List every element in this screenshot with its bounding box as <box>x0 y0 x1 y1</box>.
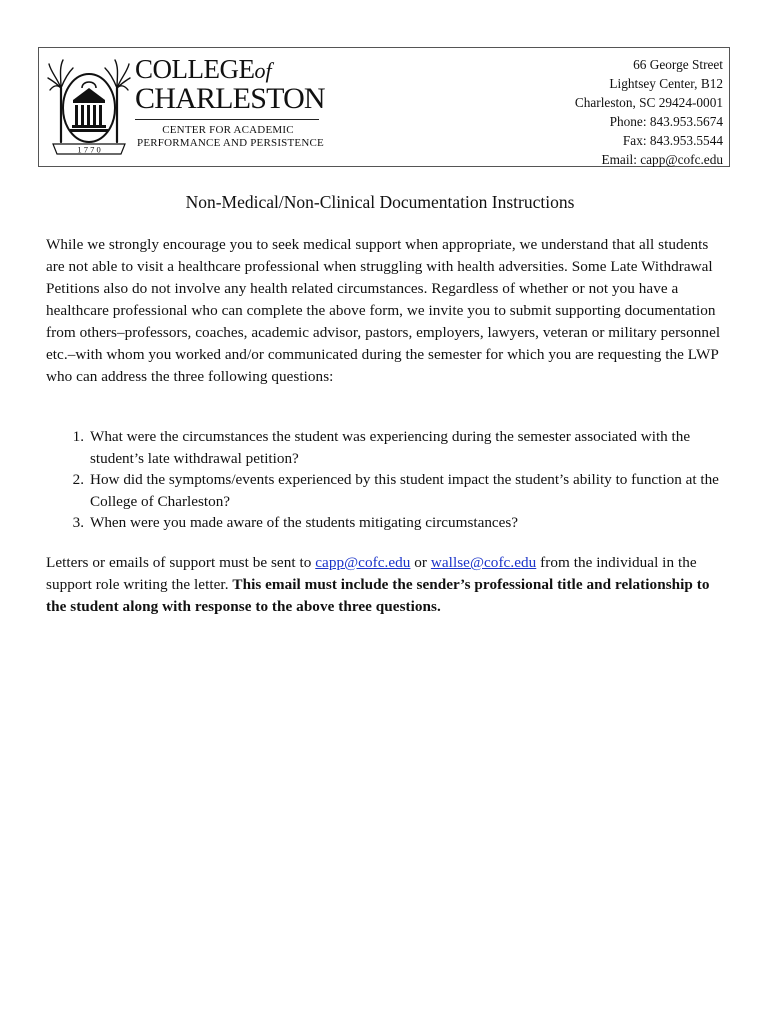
closing-text-start: Letters or emails of support must be sent to <box>46 554 316 571</box>
wallse-email-link[interactable]: wallse@cofc.edu <box>430 554 537 571</box>
question-number: 3. <box>72 514 84 531</box>
college-wordmark <box>135 54 325 150</box>
college-seal-icon <box>47 54 131 158</box>
logo-of: of <box>254 58 272 83</box>
question-text: What were the circumstances the student was experiencing during the semester associated with the student’s late withdrawal petition? <box>90 428 691 467</box>
department-name-line2: PERFORMANCE AND PERSISTENCE <box>137 137 324 149</box>
intro-paragraph: While we strongly encourage you to seek medical support when appropriate, we understand that all students are not able to visit a healthcare professional when struggling with health adversities. Some Late Withdrawal Petitions also do not involve any health related circumstances. Regardless of whether or not you have a healthcare professional who can complete the above form, we invite you to submit supporting documentation from others–professors, coaches, academic advisor, pastors, employers, lawyers, veteran or military personnel etc.–with whom you worked and/or communicated during the semester for which you are requesting the LWP who can address the three following questions: <box>46 236 721 385</box>
logo-line2: CHARLESTON <box>135 82 325 115</box>
list-item <box>46 512 726 534</box>
closing-paragraph <box>46 552 728 618</box>
question-number: 2. <box>72 471 84 488</box>
logo-line1: COLLEGEof <box>135 54 272 84</box>
contact-email: Email: capp@cofc.edu <box>601 152 723 167</box>
fax-number: Fax: 843.953.5544 <box>622 133 723 148</box>
address-block <box>575 55 723 169</box>
page-title: Non-Medical/Non-Clinical Documentation Instructions <box>185 192 575 212</box>
seal-year: 1 7 7 0 <box>77 144 101 155</box>
building-address: Lightsey Center, B12 <box>609 76 723 91</box>
logo-divider <box>135 119 319 120</box>
capp-email-link[interactable]: capp@cofc.edu <box>315 554 411 571</box>
letterhead <box>38 47 730 167</box>
department-name-line1: CENTER FOR ACADEMIC <box>162 124 294 136</box>
question-text: How did the symptoms/events experienced by this student impact the student’s ability to function at the College of Charleston? <box>90 471 719 510</box>
list-item <box>46 469 726 512</box>
closing-text-end: from the individual in the support role writing the letter. <box>46 554 697 593</box>
city-state-zip: Charleston, SC 29424-0001 <box>574 95 723 110</box>
question-number: 1. <box>72 428 84 445</box>
phone-number: Phone: 843.953.5674 <box>609 114 723 129</box>
question-text: When were you made aware of the students mitigating circumstances? <box>90 514 519 531</box>
street-address: 66 George Street <box>633 57 723 72</box>
bold-requirement-text: This email must include the sender’s professional title and relationship to the student along with response to the above three questions. <box>46 576 710 615</box>
closing-text-or: or <box>410 554 431 571</box>
list-item <box>46 426 726 469</box>
question-list <box>46 426 726 534</box>
